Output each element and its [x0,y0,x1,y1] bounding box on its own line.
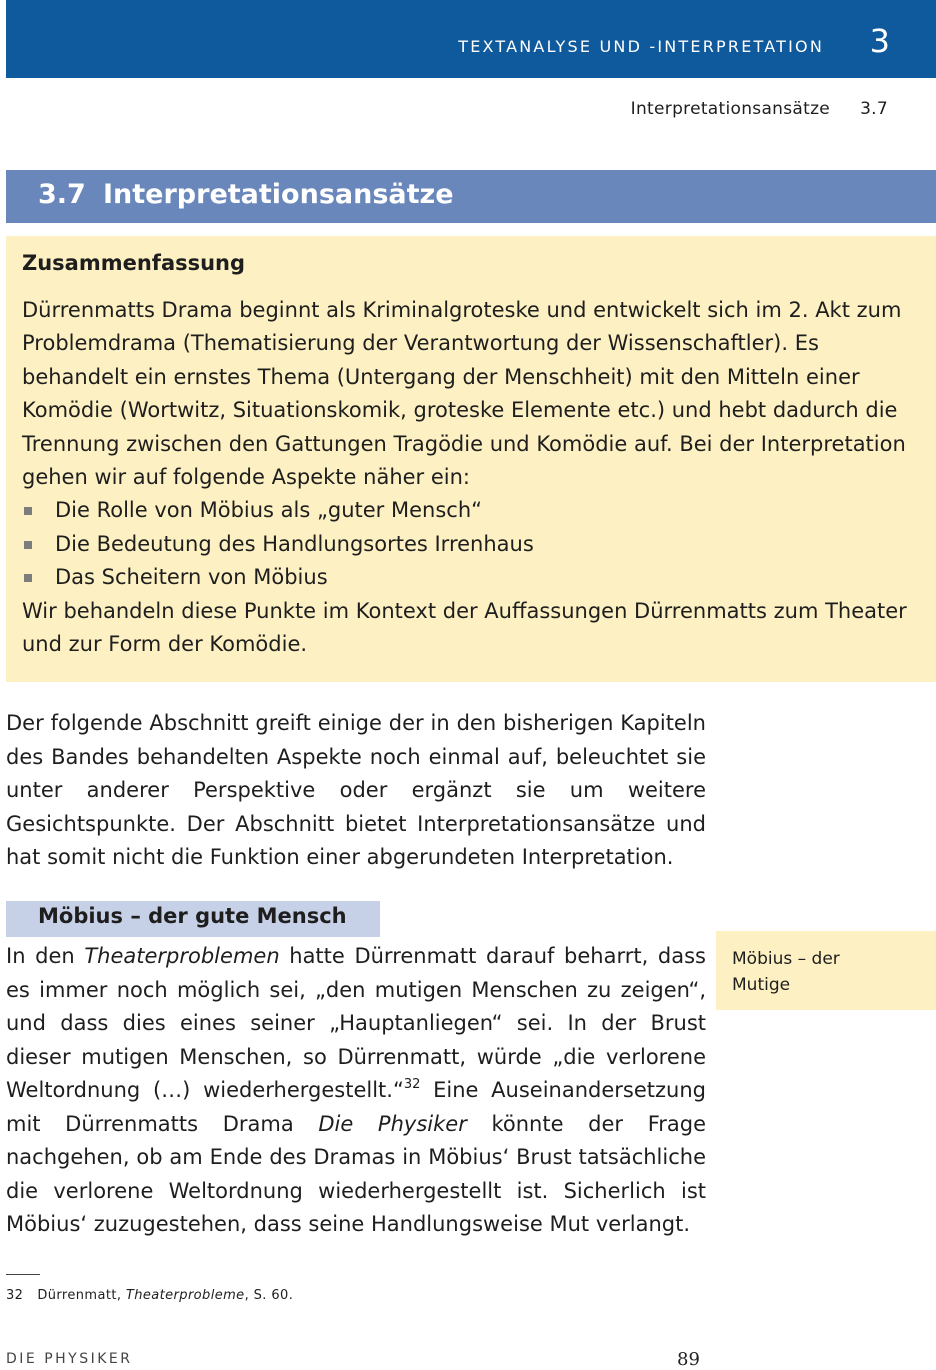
chapter-header-bar [6,0,936,78]
italic-work-title: Die Physiker [318,1111,467,1136]
summary-body [22,294,922,661]
summary-list-item: Die Rolle von Möbius als „guter Mensch“ [22,494,922,527]
page-number: 89 [677,1349,700,1370]
section-heading-bar [6,170,936,223]
subsection-heading-bar [6,901,380,937]
square-bullet-icon [24,507,32,515]
intro-paragraph: Der folgende Abschnitt greift einige der in den bisherigen Kapiteln des Bandes behandelten Aspekte noch einmal auf, beleuchtet sie unter anderer Perspektive oder ergänzt sie um weitere Gesichtspunkte. Der Abschnitt bietet Interpretationsansätze und hat somit nicht die Funktion einer abgerundeten Interpretation. [6,711,706,869]
footnote: 32 Dürrenmatt, Theaterprobleme, S. 60. [6,1288,294,1303]
summary-heading: Zusammenfassung [22,251,246,275]
summary-box [6,236,936,682]
main-paragraph: In den Theaterproblemen hatte Dürrenmatt darauf beharrt, dass es immer noch möglich sei, „den mutigen Menschen zu zeigen“, und dass dies eines seiner „Hauptanliegen“ sei. In der Brust dieser mutigen Menschen, so Dürrenmatt, würde „die verlorene Weltordnung (…) wiederhergestellt.“$^{32}$ Eine Auseinandersetzung mit Dürrenmatts Drama Die Physiker könnte der Frage nachgehen, ob am Ende des Dramas in Möbius‘ Brust tatsächliche die verlorene Weltordnung wiederhergestellt ist. Sicherlich ist Möbius‘ zuzugestehen, dass seine Handlungsweise Mut verlangt. [6,944,706,1236]
margin-note-box [716,931,936,1010]
square-bullet-icon [24,574,32,582]
chapter-number: 3 [869,22,890,60]
footnote-number: 32 [6,1288,24,1303]
summary-closing: Wir behandeln diese Punkte im Kontext der Auffassungen Dürrenmatts zum Theater und zur Form der Komödie. [22,598,907,657]
section-number: 3.7 [38,179,86,210]
running-head [631,99,888,119]
footnote-divider [6,1274,40,1275]
summary-list-item: Das Scheitern von Möbius [22,561,922,594]
square-bullet-icon [24,541,32,549]
footnote-reference: 32 [403,1077,421,1092]
footer-book-title: DIE PHYSIKER [6,1351,133,1367]
subsection-title: Möbius – der gute Mensch [38,904,347,928]
summary-list [22,494,922,594]
running-head-number: 3.7 [860,99,888,119]
section-title: Interpretationsansätze [103,179,454,210]
summary-list-item: Die Bedeutung des Handlungsortes Irrenhaus [22,528,922,561]
margin-note-text: Möbius – der Mutige [732,949,840,995]
italic-work-title: Theaterproblemen [84,944,280,968]
chapter-title: TEXTANALYSE UND -INTERPRETATION [458,37,824,56]
summary-text: Dürrenmatts Drama beginnt als Kriminalgroteske und entwickelt sich im 2. Akt zum Problemdrama (Thematisierung der Verantwortung der Wissenschaftler). Es behandelt ein ernstes Thema (Untergang der Menschheit) mit den Mitteln einer Komödie (Wortwitz, Situationskomik, groteske Elemente etc.) und hebt dadurch die Trennung zwischen den Gattungen Tragödie und Komödie auf. Bei der Interpretation gehen wir auf folgende Aspekte näher ein: [22,298,906,490]
running-head-title: Interpretationsansätze [630,99,831,119]
